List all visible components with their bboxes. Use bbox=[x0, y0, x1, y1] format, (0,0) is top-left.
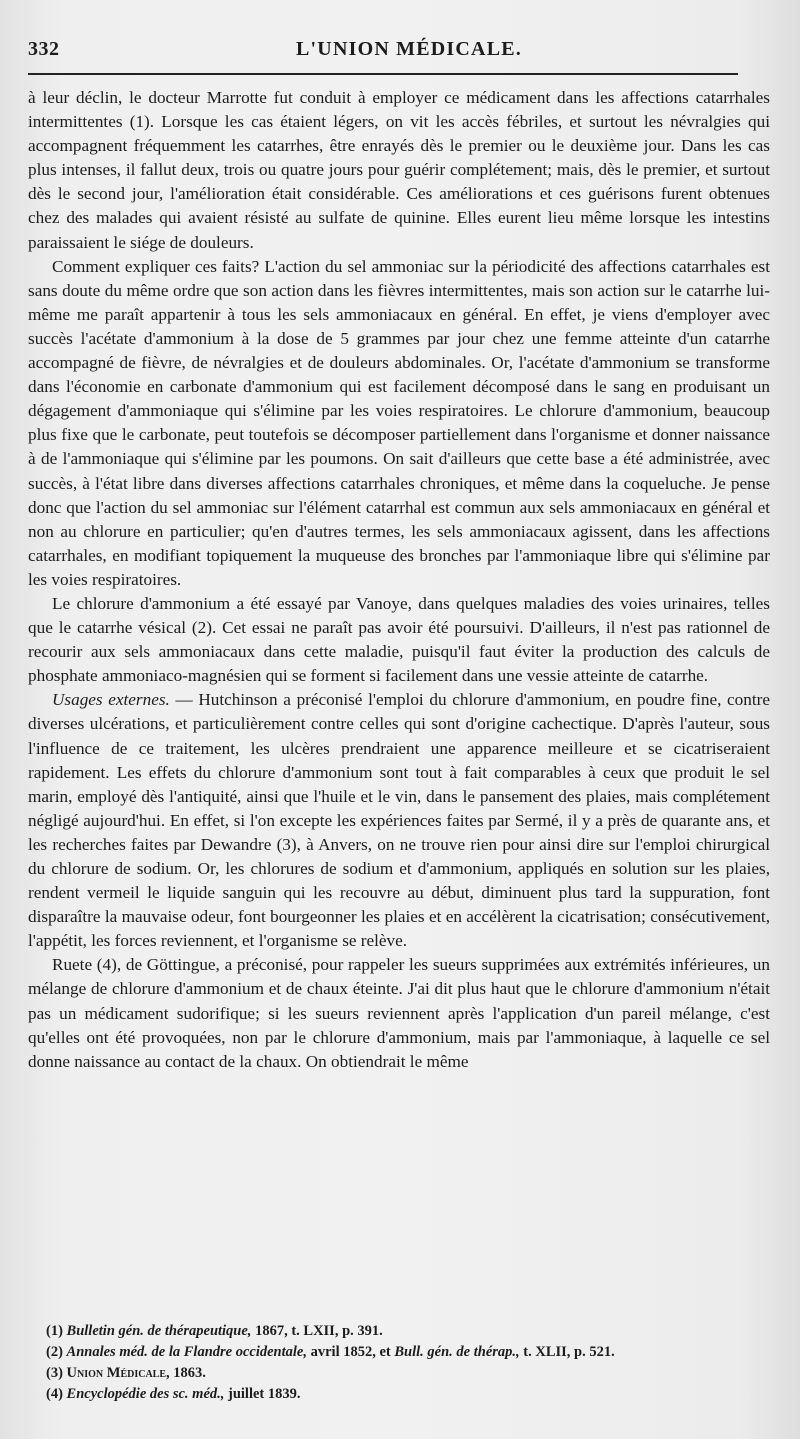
footnote bbox=[46, 1342, 770, 1363]
body-text bbox=[28, 86, 770, 1074]
footnote-detail: 1863. bbox=[169, 1365, 206, 1381]
footnote-mark: (3) bbox=[46, 1365, 63, 1381]
footnote-mark: (1) bbox=[46, 1323, 63, 1339]
footnote-mark: (2) bbox=[46, 1344, 63, 1360]
footnote-source: Annales méd. de la Flandre occidentale, bbox=[66, 1344, 307, 1360]
footnote bbox=[46, 1321, 770, 1342]
paragraph-text: — Hutchinson a préconisé l'emploi du chlorure d'ammonium, en poudre fine, contre diverses ulcérations, et particulièrement contre celles qui sont d'origine cachectique. D'après l'auteur, sous l'influence de ce traitement, les ulcères prendraient une apparence meilleure et se cicatriseraient rapidement. Les effets du chlorure d'ammonium sont tout à fait comparables à ceux que produit le sel marin, employé dès l'antiquité, ainsi que l'huile et le vin, dans le pansement des plaies, mais complétement négligé aujourd'hui. En effet, si l'on excepte les expériences faites par Sermé, il y a près de quarante ans, et les recherches faites par Dewandre (3), à Anvers, on ne trouve rien pour ainsi dire sur l'emploi chirurgical du chlorure de sodium. Or, les chlorures de sodium et d'ammonium, appliqués en solution sur les plaies, rendent vermeil le liquide sanguin qui les recouvre au début, diminuent plus tard la suppuration, font disparaître la mauvaise odeur, font bourgeonner les plaies et en accélèrent la cicatrisation; consécutivement, l'appétit, les forces reviennent, et l'organisme se relève. bbox=[28, 690, 771, 951]
footnote bbox=[46, 1384, 770, 1405]
footnote-source: Encyclopédie des sc. méd., bbox=[66, 1386, 225, 1402]
paragraph bbox=[28, 688, 770, 953]
footnote-detail-2: t. XLII, p. 521. bbox=[519, 1344, 615, 1360]
footnote-detail: avril 1852, et bbox=[307, 1344, 395, 1360]
page-number: 332 bbox=[28, 38, 60, 60]
footnote-source: Bulletin gén. de thérapeutique, bbox=[66, 1323, 252, 1339]
paragraph-lead: Usages externes. bbox=[52, 690, 170, 710]
footnotes bbox=[46, 1321, 770, 1405]
footnote-detail: 1867, t. LXII, p. 391. bbox=[251, 1323, 383, 1339]
footnote-mark: (4) bbox=[46, 1386, 63, 1402]
paragraph: Ruete (4), de Göttingue, a préconisé, pour rappeler les sueurs supprimées aux extrémités inférieures, un mélange de chlorure d'ammonium et de chaux éteinte. J'ai dit plus haut que le chlorure d'ammonium n'était pas un médicament sudorifique; si les sueurs reviennent après l'application d'un pareil mélange, c'est qu'elles ont été provoquées, non par le chlorure d'ammonium, mais par l'ammoniaque, à laquelle ce sel donne naissance au contact de la chaux. On obtiendrait le même bbox=[28, 955, 770, 1071]
footnote-source-2: Bull. gén. de thérap., bbox=[394, 1344, 520, 1360]
running-title: L'UNION MÉDICALE. bbox=[296, 38, 522, 60]
footnote-detail: juillet 1839. bbox=[224, 1386, 301, 1402]
page-header bbox=[28, 38, 770, 62]
footnote bbox=[46, 1363, 770, 1384]
paragraph: Comment expliquer ces faits? L'action du sel ammoniac sur la périodicité des affections catarrhales est sans doute du même ordre que son action dans les fièvres intermittentes, mais son action sur le catarrhe lui-même me paraît appartenir à tous les sels ammoniacaux en général. En effet, je viens d'employer avec succès l'acétate d'ammonium à la dose de 5 grammes par jour chez une femme atteinte d'un catarrhe accompagné de fièvre, de névralgies et de douleurs abdominales. Or, l'acétate d'ammonium se transforme dans l'économie en carbonate d'ammonium qui est facilement décomposé dans le sang en produisant un dégagement d'ammoniaque qui s'élimine par les voies respiratoires. Le chlorure d'ammonium, beaucoup plus fixe que le carbonate, peut toutefois se décomposer partiellement dans l'organisme et donner naissance à de l'ammoniaque qui s'élimine par les poumons. On sait d'ailleurs que cette base a été administrée, avec succès, à l'état libre dans diverses affections catarrhales chroniques, et même dans la coqueluche. Je pense donc que l'action du sel ammoniac sur l'élément catarrhal est commun aux sels ammoniacaux en général et non au chlorure en particulier; qu'en d'autres termes, les sels ammoniacaux agissent, dans les affections catarrhales, en modifiant topiquement la muqueuse des bronches par l'ammoniaque libre qui s'élimine par les voies respiratoires. bbox=[28, 256, 770, 589]
paragraph: Le chlorure d'ammonium a été essayé par Vanoye, dans quelques maladies des voies urinaires, telles que le catarrhe vésical (2). Cet essai ne paraît pas avoir été poursuivi. D'ailleurs, il n'est pas rationnel de recourir aux sels ammoniacaux dans cette maladie, puisqu'il faut éviter la production des calculs de phosphate ammoniaco-magnésien qui se forment si facilement dans une vessie atteinte de catarrhe. bbox=[28, 593, 770, 686]
footnote-source: Union Médicale, bbox=[66, 1365, 170, 1381]
header-rule bbox=[28, 73, 738, 75]
paragraph: à leur déclin, le docteur Marrotte fut conduit à employer ce médicament dans les affections catarrhales intermittentes (1). Lorsque les cas étaient légers, on vit les accès fébriles, et surtout les névralgies qui accompagnent fréquemment les catarrhes, être enrayés dès le premier ou le deuxième jour. Dans les cas plus intenses, il fallut deux, trois ou quatre jours pour guérir complétement; mais, dès le premier, et surtout dès le second jour, l'amélioration était considérable. Ces améliorations et ces guérisons furent obtenues chez des malades qui avaient résisté au sulfate de quinine. Elles eurent lieu même lorsque les intestins paraissaient le siége de douleurs. bbox=[28, 88, 770, 252]
